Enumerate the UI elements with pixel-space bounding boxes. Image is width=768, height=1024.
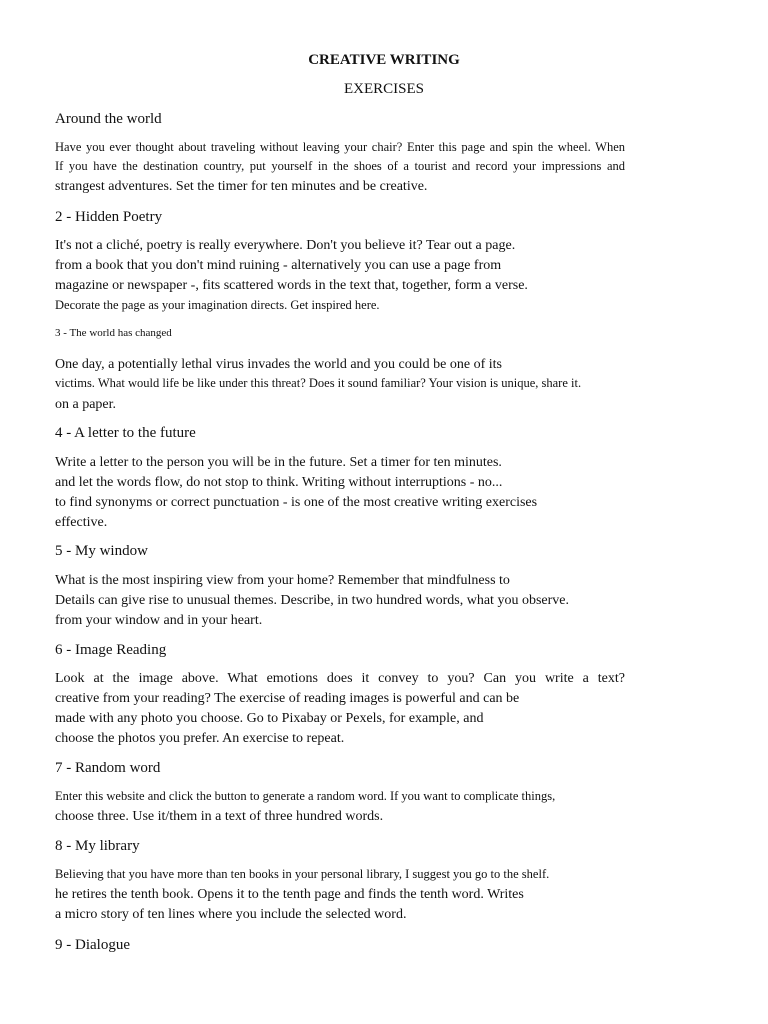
paragraph-line: Look at the image above. What emotions does it convey to you? Can you write a text? — [55, 671, 625, 686]
section-heading: 4 - A letter to the future — [55, 425, 196, 441]
paragraph-line: Decorate the page as your imagination directs. Get inspired here. — [55, 298, 380, 312]
paragraph-line: It's not a cliché, poetry is really everywhere. Don't you believe it? Tear out a page. — [55, 238, 516, 253]
paragraph-line: choose three. Use it/them in a text of three hundred words. — [55, 809, 384, 824]
paragraph-line: he retires the tenth book. Opens it to the tenth page and finds the tenth word. Writes — [55, 887, 524, 902]
paragraph-line: on a paper. — [55, 397, 117, 412]
paragraph-line: victims. What would life be like under this threat? Does it sound familiar? Your vision is unique, share it. — [55, 376, 582, 390]
paragraph-line: Believing that you have more than ten books in your personal library, I suggest you go to the shelf. — [55, 867, 550, 881]
paragraph-line: What is the most inspiring view from your home? Remember that mindfulness to — [55, 573, 510, 588]
section-heading: 6 - Image Reading — [55, 642, 167, 658]
paragraph-line: strangest adventures. Set the timer for ten minutes and be creative. — [55, 179, 428, 194]
paragraph-line: Write a letter to the person you will be in the future. Set a timer for ten minutes. — [55, 455, 502, 470]
paragraph-line: from a book that you don't mind ruining - alternatively you can use a page from — [55, 258, 502, 273]
paragraph-line: made with any photo you choose. Go to Pixabay or Pexels, for example, and — [55, 711, 484, 726]
paragraph-line: to find synonyms or correct punctuation - is one of the most creative writing exercises — [55, 495, 538, 510]
section-heading: 7 - Random word — [55, 760, 161, 776]
paragraph-line: Have you ever thought about traveling without leaving your chair? Enter this page and spin the wheel. When — [55, 140, 625, 154]
paragraph-line: magazine or newspaper -, fits scattered words in the text that, together, form a verse. — [55, 278, 528, 293]
section-heading: 3 - The world has changed — [55, 327, 172, 339]
section-heading: 9 - Dialogue — [55, 937, 130, 953]
paragraph-line: Details can give rise to unusual themes. Describe, in two hundred words, what you observe. — [55, 593, 569, 608]
paragraph-line: a micro story of ten lines where you include the selected word. — [55, 907, 407, 922]
paragraph-line: Enter this website and click the button to generate a random word. If you want to complicate things, — [55, 789, 556, 803]
section-heading: 2 - Hidden Poetry — [55, 209, 163, 225]
paragraph-line: One day, a potentially lethal virus invades the world and you could be one of its — [55, 357, 502, 372]
paragraph-line: If you have the destination country, put yourself in the shoes of a tourist and record your impressions and — [55, 159, 625, 173]
document-title: CREATIVE WRITING — [308, 52, 460, 68]
section-heading: 5 - My window — [55, 543, 148, 559]
document-subtitle: EXERCISES — [343, 81, 424, 97]
paragraph-line: effective. — [55, 515, 108, 530]
paragraph-line: creative from your reading? The exercise of reading images is powerful and can be — [55, 691, 520, 706]
paragraph-line: and let the words flow, do not stop to think. Writing without interruptions - no... — [55, 475, 503, 490]
section-heading: 8 - My library — [55, 838, 140, 854]
paragraph-line: from your window and in your heart. — [55, 613, 263, 628]
paragraph-line: choose the photos you prefer. An exercise to repeat. — [55, 731, 345, 746]
section-heading: Around the world — [55, 111, 162, 127]
